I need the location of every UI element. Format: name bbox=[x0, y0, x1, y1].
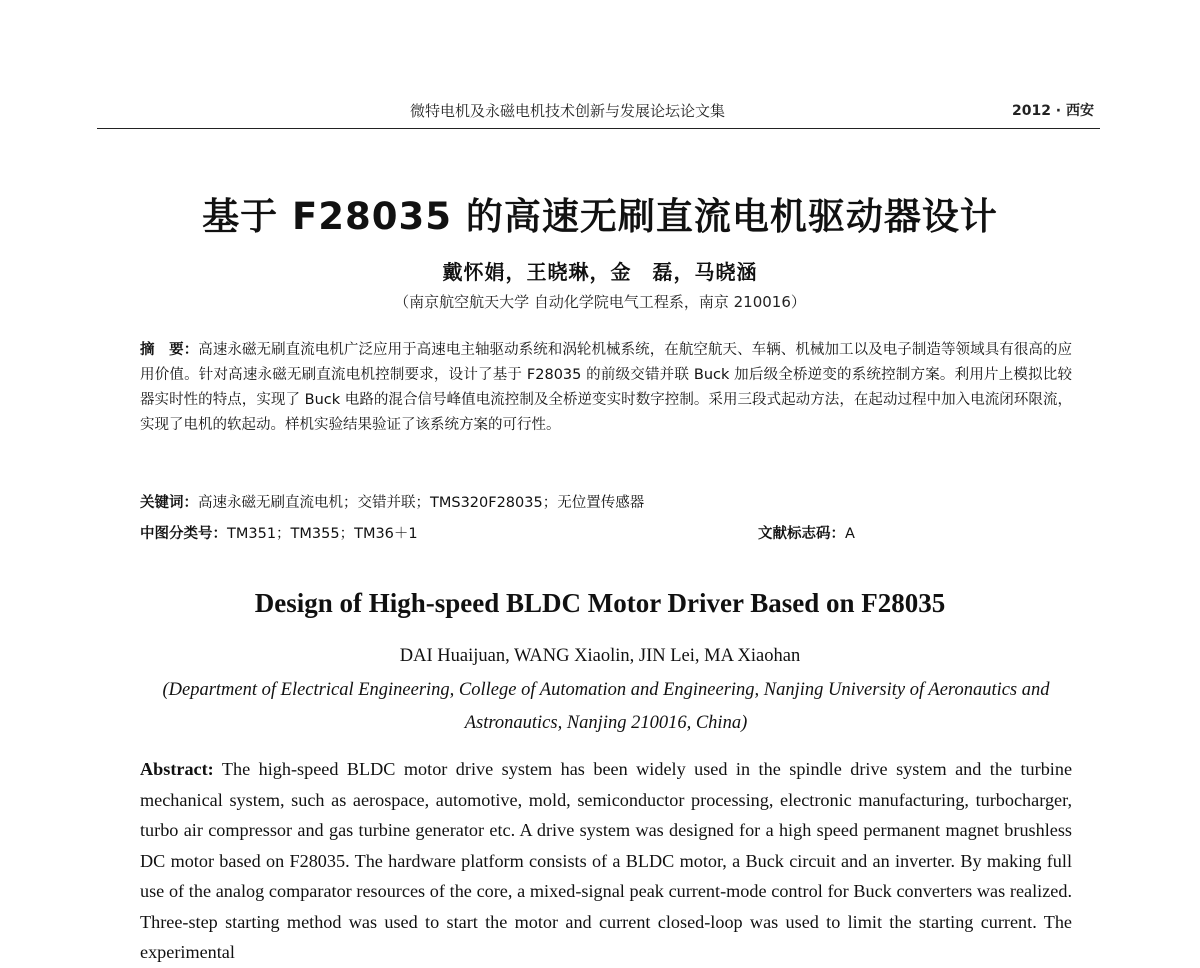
running-header bbox=[97, 100, 1100, 129]
paper-title-cn: 基于 F28035 的高速无刷直流电机驱动器设计 bbox=[202, 195, 998, 238]
abstract-en bbox=[140, 754, 1072, 968]
keywords-label-cn: 关键词： bbox=[140, 495, 198, 511]
abstract-text-en: The high-speed BLDC motor drive system has been widely used in the spindle drive system and the turbine mechanical system, such as aerospace, automotive, mold, semiconductor processing, electronic manufacturing, turbocharger, turbo air compressor and gas turbine generator etc. A drive system was designed for a high speed permanent magnet brushless DC motor based on F28035. The hardware platform consists of a BLDC motor, a Buck circuit and an inverter. By making full use of the analog comparator resources of the core, a mixed-signal peak current-mode control for Buck converters was realized. Three-step starting method was used to start the motor and current closed-loop was used to limit the starting current. The experimental bbox=[140, 759, 1073, 962]
clc-text: TM351；TM355；TM36＋1 bbox=[227, 526, 418, 542]
year-location: 2012 · 西安 bbox=[1011, 103, 1094, 119]
authors-cn: 戴怀娟，王晓琳，金 磊，马晓涵 bbox=[442, 260, 758, 284]
authors-en: DAI Huaijuan, WANG Xiaolin, JIN Lei, MA Xiaohan bbox=[399, 646, 801, 666]
doc-code-value: A bbox=[845, 526, 855, 542]
document-code bbox=[758, 522, 855, 543]
keywords-text-cn: 高速永磁无刷直流电机；交错并联；TMS320F28035；无位置传感器 bbox=[198, 495, 645, 511]
abstract-label-cn: 摘 要： bbox=[140, 342, 199, 358]
clc-label: 中图分类号： bbox=[140, 526, 227, 542]
affiliation-cn: （南京航空航天大学 自动化学院电气工程系，南京 210016） bbox=[394, 293, 806, 311]
classification-row bbox=[140, 522, 1072, 543]
running-title: 微特电机及永磁电机技术创新与发展论坛论文集 bbox=[410, 102, 726, 120]
abstract-text-cn: 高速永磁无刷直流电机广泛应用于高速电主轴驱动系统和涡轮机械系统，在航空航天、车辆、机械加工以及电子制造等领域具有很高的应用价值。针对高速永磁无刷直流电机控制要求，设计了基于 F28035 的前级交错并联 Buck 加后级全桥逆变的系统控制方案。利用片上模拟比较器实时性的特点，实现了 Buck 电路的混合信号峰值电流控制及全桥逆变实时数字控制。采用三段式起动方法，在起动过程中加入电流闭环限流，实现了电机的软起动。样机实验结果验证了该系统方案的可行性。 bbox=[140, 342, 1073, 433]
affiliation-en: (Department of Electrical Engineering, College of Automation and Engineering, Nanjing University of Aeronautics and Astronautics, Nanjing 210016, China) bbox=[162, 680, 1050, 733]
abstract-cn bbox=[140, 338, 1072, 438]
paper-title-en: Design of High-speed BLDC Motor Driver Based on F28035 bbox=[254, 588, 946, 618]
doc-code-label: 文献标志码： bbox=[758, 526, 845, 542]
keywords-cn bbox=[140, 491, 1072, 512]
abstract-label-en: Abstract: bbox=[140, 759, 214, 779]
